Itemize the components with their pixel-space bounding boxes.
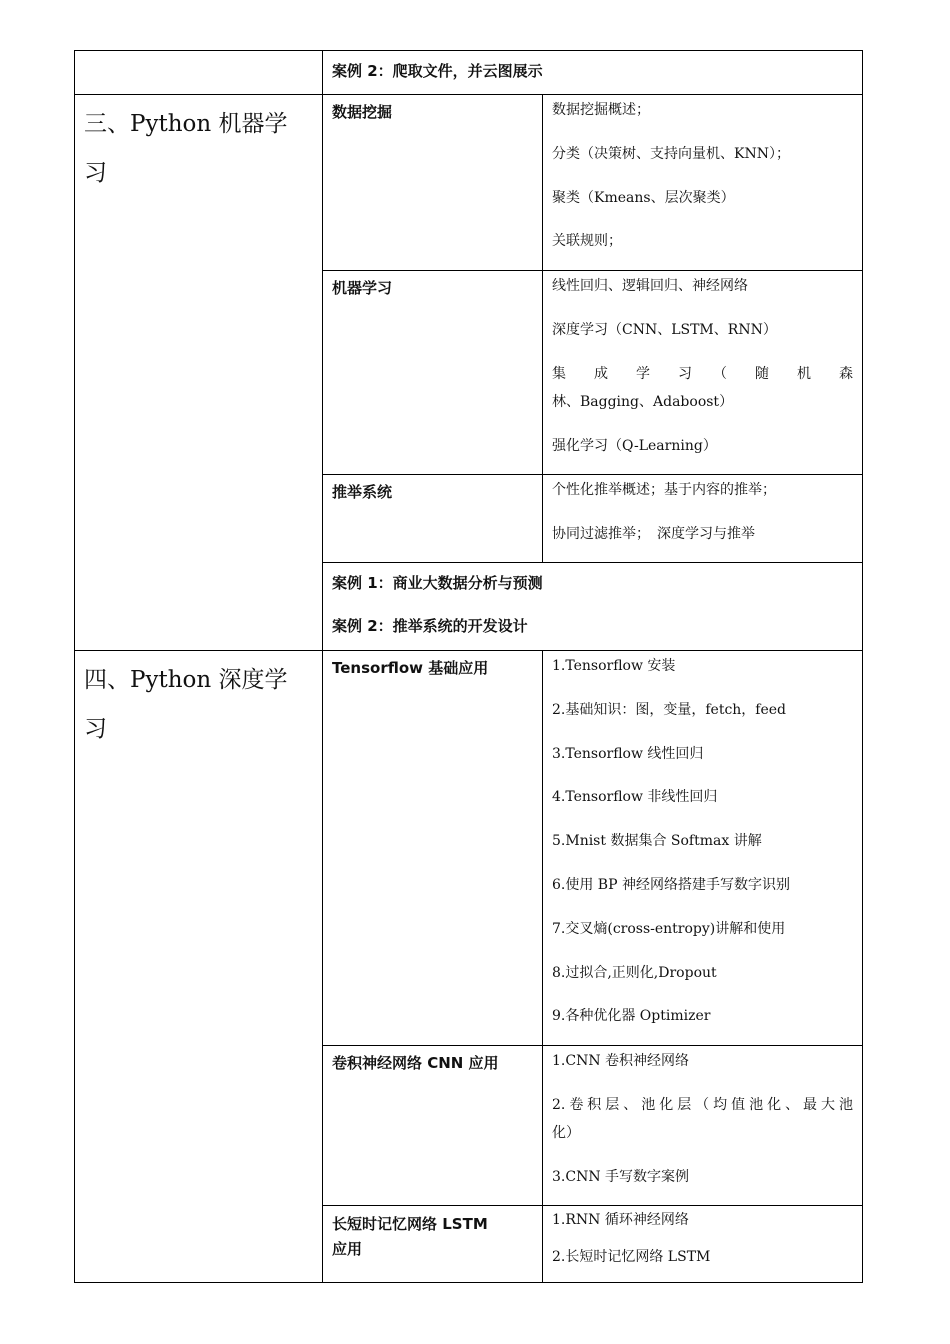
topic-label: 数据挖掘 [332, 103, 393, 121]
topic-items [543, 272, 862, 474]
section-title [75, 650, 322, 1282]
list-item: 5.Mnist 数据集合 Softmax 讲解 [552, 833, 762, 850]
list-item: 个性化推举概述；基于内容的推举； [552, 482, 776, 498]
case-label: 案例 1：商业大数据分析与预测 [332, 574, 543, 592]
section-title-line: 习 [84, 160, 107, 186]
list-item: 线性回归、逻辑回归、神经网络 [552, 278, 748, 294]
list-item: 关联规则； [552, 233, 622, 250]
list-item: 2.卷积层、池化层（均值池化、最大池 [552, 1096, 853, 1113]
list-item: 2.基础知识：图，变量，fetch，feed [552, 701, 787, 718]
cases-cell [323, 562, 862, 650]
list-item: 聚类（Kmeans、层次聚类） [552, 189, 735, 206]
list-item: 7.交叉熵(cross-entropy)讲解和使用 [552, 920, 786, 937]
section-title-line: 习 [84, 716, 107, 742]
topic-cell [323, 270, 542, 474]
rule [74, 1282, 863, 1283]
topic-cell [323, 474, 542, 562]
topic-items [543, 1047, 862, 1205]
list-item: 3.CNN 手写数字案例 [552, 1168, 690, 1185]
topic-cell [323, 94, 542, 270]
topic-cell [323, 650, 542, 1045]
section-title [75, 94, 322, 650]
topic-cell [323, 1205, 542, 1282]
topic-label: 长短时记忆网络 LSTM [332, 1215, 488, 1233]
course-table [74, 50, 863, 1283]
list-item: 6.使用 BP 神经网络搭建手写数字识别 [552, 876, 790, 893]
list-item: 1.CNN 卷积神经网络 [552, 1053, 690, 1069]
topic-label: 卷积神经网络 CNN 应用 [332, 1054, 499, 1072]
list-item: 强化学习（Q-Learning） [552, 437, 717, 454]
list-item: 2.长短时记忆网络 LSTM [552, 1249, 711, 1265]
list-item: 8.过拟合,正则化,Dropout [552, 964, 717, 981]
list-item: 深度学习（CNN、LSTM、RNN） [552, 321, 777, 338]
topic-items [543, 1206, 862, 1282]
topic-items [543, 476, 862, 562]
topic-label: 机器学习 [332, 279, 393, 297]
rule [862, 50, 863, 1283]
list-item: 分类（决策树、支持向量机、KNN）； [552, 145, 790, 162]
list-item: 集 成 学 习 （ 随 机 森 [552, 365, 853, 382]
section-title-line: 三、Python 机器学 [84, 111, 288, 137]
case-label: 案例 2：爬取文件，并云图展示 [332, 62, 543, 80]
topic-label: Tensorflow 基础应用 [332, 659, 489, 677]
list-item: 9.各种优化器 Optimizer [552, 1008, 711, 1025]
list-item: 林、Bagging、Adaboost） [552, 393, 734, 410]
case-prev-cell [323, 50, 862, 94]
topic-cell [323, 1045, 542, 1205]
list-item: 数据挖掘概述； [552, 102, 650, 118]
topic-label: 应用 [332, 1240, 363, 1258]
list-item: 协同过滤推举； 深度学习与推举 [552, 525, 755, 542]
list-item: 1.RNN 循环神经网络 [552, 1212, 689, 1228]
topic-items [543, 96, 862, 270]
topic-label: 推举系统 [332, 483, 393, 501]
case-label: 案例 2：推举系统的开发设计 [332, 617, 528, 635]
section-title-line: 四、Python 深度学 [84, 667, 288, 693]
topic-items [543, 652, 862, 1045]
list-item: 4.Tensorflow 非线性回归 [552, 789, 718, 806]
list-item: 3.Tensorflow 线性回归 [552, 745, 704, 762]
list-item: 化） [552, 1124, 580, 1141]
list-item: 1.Tensorflow 安装 [552, 658, 676, 674]
